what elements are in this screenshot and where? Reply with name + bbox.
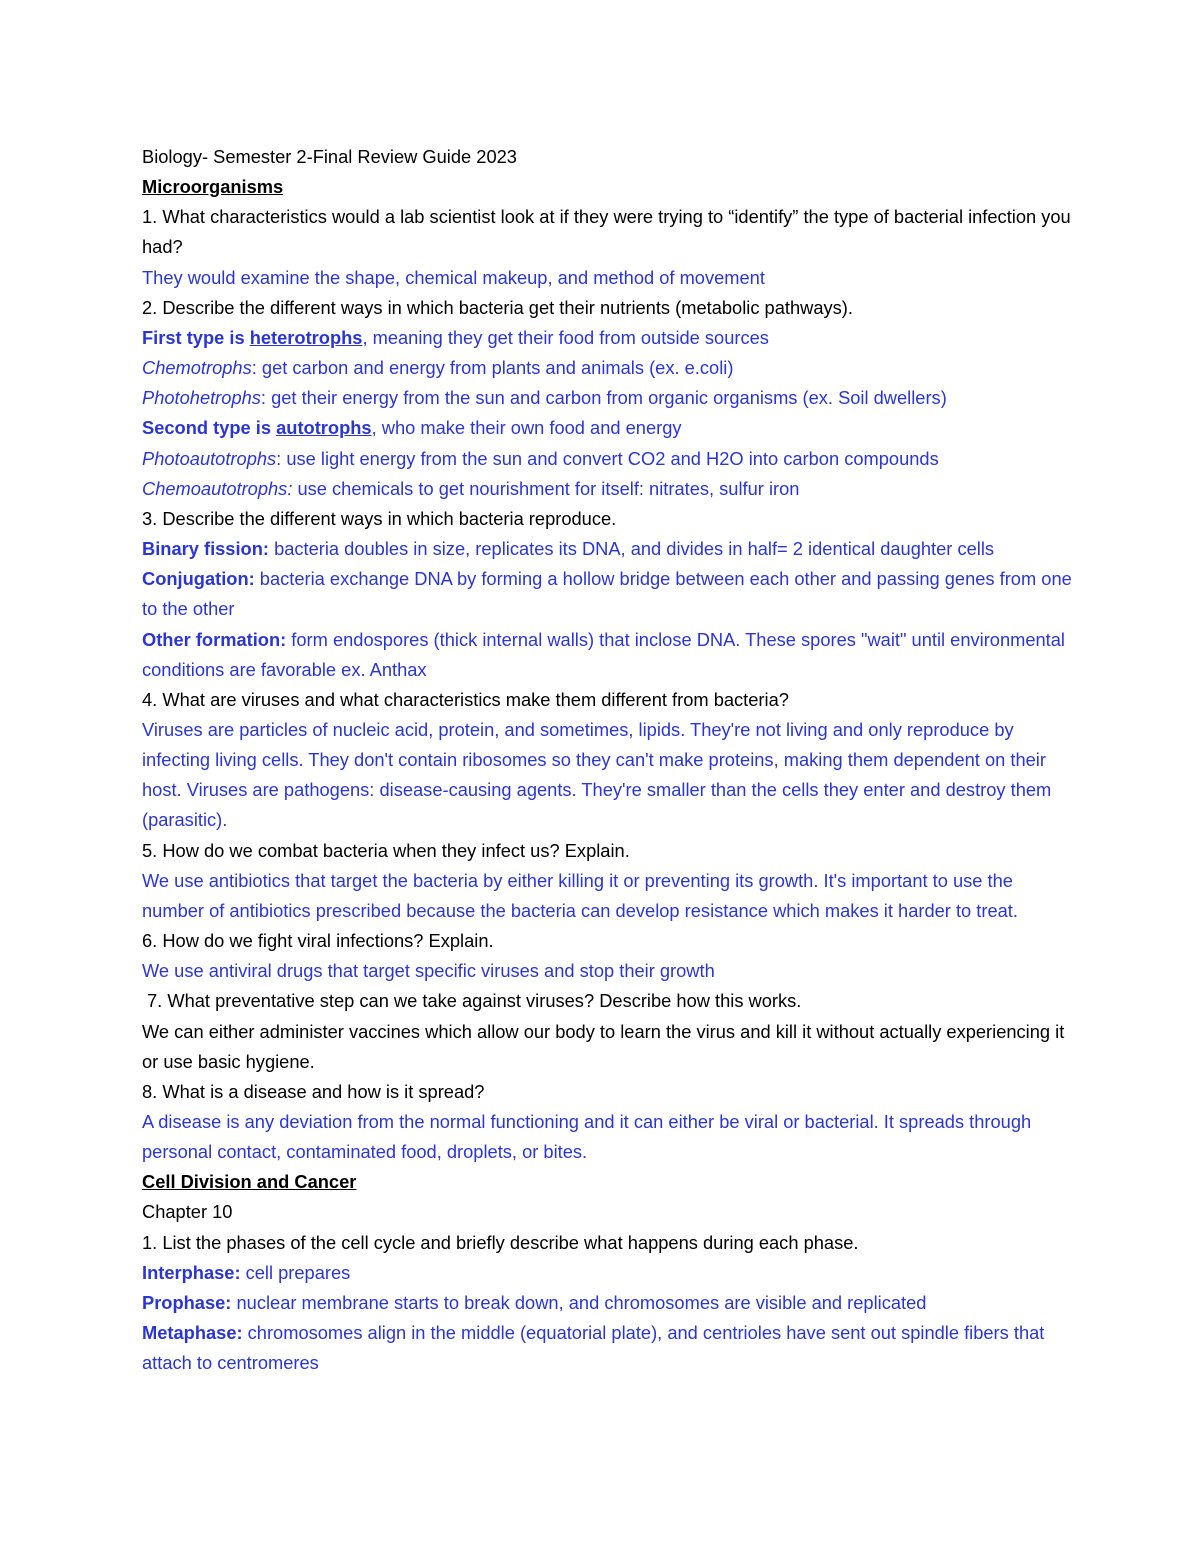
term-heterotrophs: heterotrophs bbox=[249, 326, 363, 348]
term-prophase: Prophase: bbox=[142, 1291, 232, 1313]
question-number: 7. bbox=[147, 990, 163, 1012]
answer-rest: , meaning they get their food from outside sources bbox=[362, 326, 769, 348]
question-text: How do we fight viral infections? Explain. bbox=[157, 930, 494, 952]
term-chemotrophs: Chemotrophs bbox=[142, 357, 252, 379]
question-number: 3. bbox=[142, 507, 158, 529]
answer-rest: use chemicals to get nourishment for itself: nitrates, sulfur iron bbox=[292, 477, 800, 499]
question-5 bbox=[142, 836, 1072, 866]
answer-rest: bacteria exchange DNA by forming a hollow bridge between each other and passing genes from one to the other bbox=[142, 568, 1072, 620]
answer-7: We can either administer vaccines which allow our body to learn the virus and kill it without actually experiencing it or use basic hygiene. bbox=[142, 1020, 1065, 1072]
question-number: 1. bbox=[142, 1231, 158, 1253]
answer-2-chemoautotrophs bbox=[142, 474, 1072, 504]
answer-rest: : use light energy from the sun and convert CO2 and H2O into carbon compounds bbox=[276, 447, 939, 469]
question-number: 6. bbox=[142, 930, 158, 952]
cell-question-1 bbox=[142, 1228, 1072, 1258]
answer-2-heterotrophs bbox=[142, 323, 1072, 353]
answer-rest: bacteria doubles in size, replicates its DNA, and divides in half= 2 identical daughter cells bbox=[268, 538, 995, 560]
answer-2-autotrophs bbox=[142, 413, 1072, 443]
question-4 bbox=[142, 685, 1072, 715]
question-text: Describe the different ways in which bacteria reproduce. bbox=[157, 507, 617, 529]
question-text: Describe the different ways in which bacteria get their nutrients (metabolic pathways). bbox=[157, 296, 853, 318]
term-binary-fission: Binary fission: bbox=[142, 538, 269, 560]
question-text: How do we combat bacteria when they infect us? Explain. bbox=[157, 839, 630, 861]
answer-2-chemotrophs bbox=[142, 353, 1072, 383]
question-number: 5. bbox=[142, 839, 158, 861]
answer-3-binary-fission bbox=[142, 534, 1072, 564]
answer-metaphase bbox=[142, 1318, 1072, 1378]
section-heading-microorganisms: Microorganisms bbox=[142, 176, 284, 198]
answer-rest: chromosomes align in the middle (equatorial plate), and centrioles have sent out spindle fibers that attach to centromeres bbox=[142, 1322, 1045, 1374]
answer-2-photohetrophs bbox=[142, 383, 1072, 413]
answer-rest: nuclear membrane starts to break down, and chromosomes are visible and replicated bbox=[231, 1291, 927, 1313]
question-text: What are viruses and what characteristics make them different from bacteria? bbox=[157, 688, 789, 710]
question-text: What preventative step can we take against viruses? Describe how this works. bbox=[162, 990, 802, 1012]
answer-rest: form endospores (thick internal walls) that inclose DNA. These spores "wait" until environmental conditions are favorable ex. Anthax bbox=[142, 628, 1065, 680]
question-1 bbox=[142, 202, 1072, 262]
term-autotrophs: autotrophs bbox=[276, 417, 372, 439]
answer-prophase bbox=[142, 1288, 1072, 1318]
term-metaphase: Metaphase: bbox=[142, 1322, 243, 1344]
document-page bbox=[142, 142, 1072, 1378]
question-8 bbox=[142, 1077, 1072, 1107]
question-3 bbox=[142, 504, 1072, 534]
term-interphase: Interphase: bbox=[142, 1261, 241, 1283]
answer-1: They would examine the shape, chemical makeup, and method of movement bbox=[142, 266, 765, 288]
answer-rest: , who make their own food and energy bbox=[371, 417, 682, 439]
answer-rest: : get their energy from the sun and carbon from organic organisms (ex. Soil dwellers) bbox=[260, 387, 947, 409]
section-heading-cell-division: Cell Division and Cancer bbox=[142, 1171, 357, 1193]
question-number: 1. bbox=[142, 206, 158, 228]
answer-2-photoautotrophs bbox=[142, 444, 1072, 474]
term-other-formation: Other formation: bbox=[142, 628, 287, 650]
question-7 bbox=[142, 986, 1072, 1016]
question-2 bbox=[142, 293, 1072, 323]
question-number: 2. bbox=[142, 296, 158, 318]
answer-lead: First type is bbox=[142, 326, 250, 348]
chapter-label: Chapter 10 bbox=[142, 1201, 233, 1223]
answer-5: We use antibiotics that target the bacteria by either killing it or preventing its growth. It's important to use the number of antibiotics prescribed because the bacteria can develop resistance which makes it harder to treat. bbox=[142, 869, 1018, 921]
answer-rest: cell prepares bbox=[240, 1261, 351, 1283]
question-text: What is a disease and how is it spread? bbox=[157, 1080, 485, 1102]
answer-lead: Second type is bbox=[142, 417, 277, 439]
term-photoautotrophs: Photoautotrophs bbox=[142, 447, 277, 469]
answer-8: A disease is any deviation from the normal functioning and it can either be viral or bacterial. It spreads through personal contact, contaminated food, droplets, or bites. bbox=[142, 1111, 1032, 1163]
answer-rest: : get carbon and energy from plants and animals (ex. e.coli) bbox=[251, 357, 734, 379]
term-photohetrophs: Photohetrophs bbox=[142, 387, 261, 409]
question-6 bbox=[142, 926, 1072, 956]
answer-4: Viruses are particles of nucleic acid, protein, and sometimes, lipids. They're not living and only reproduce by infecting living cells. They don't contain ribosomes so they can't make proteins, making them dependent on their host. Viruses are pathogens: disease-causing agents. They're smaller than the cells they enter and destroy them (parasitic). bbox=[142, 718, 1052, 831]
question-number: 4. bbox=[142, 688, 158, 710]
answer-interphase bbox=[142, 1258, 1072, 1288]
term-chemoautotrophs: Chemoautotrophs: bbox=[142, 477, 293, 499]
question-text: List the phases of the cell cycle and briefly describe what happens during each phase. bbox=[157, 1231, 859, 1253]
term-conjugation: Conjugation: bbox=[142, 568, 255, 590]
question-text: What characteristics would a lab scientist look at if they were trying to “identify” the type of bacterial infection you had? bbox=[142, 206, 1071, 258]
answer-3-conjugation bbox=[142, 564, 1072, 624]
answer-3-other-formation bbox=[142, 625, 1072, 685]
document-title: Biology- Semester 2-Final Review Guide 2023 bbox=[142, 146, 517, 167]
question-number: 8. bbox=[142, 1080, 158, 1102]
answer-6: We use antiviral drugs that target specific viruses and stop their growth bbox=[142, 960, 715, 982]
